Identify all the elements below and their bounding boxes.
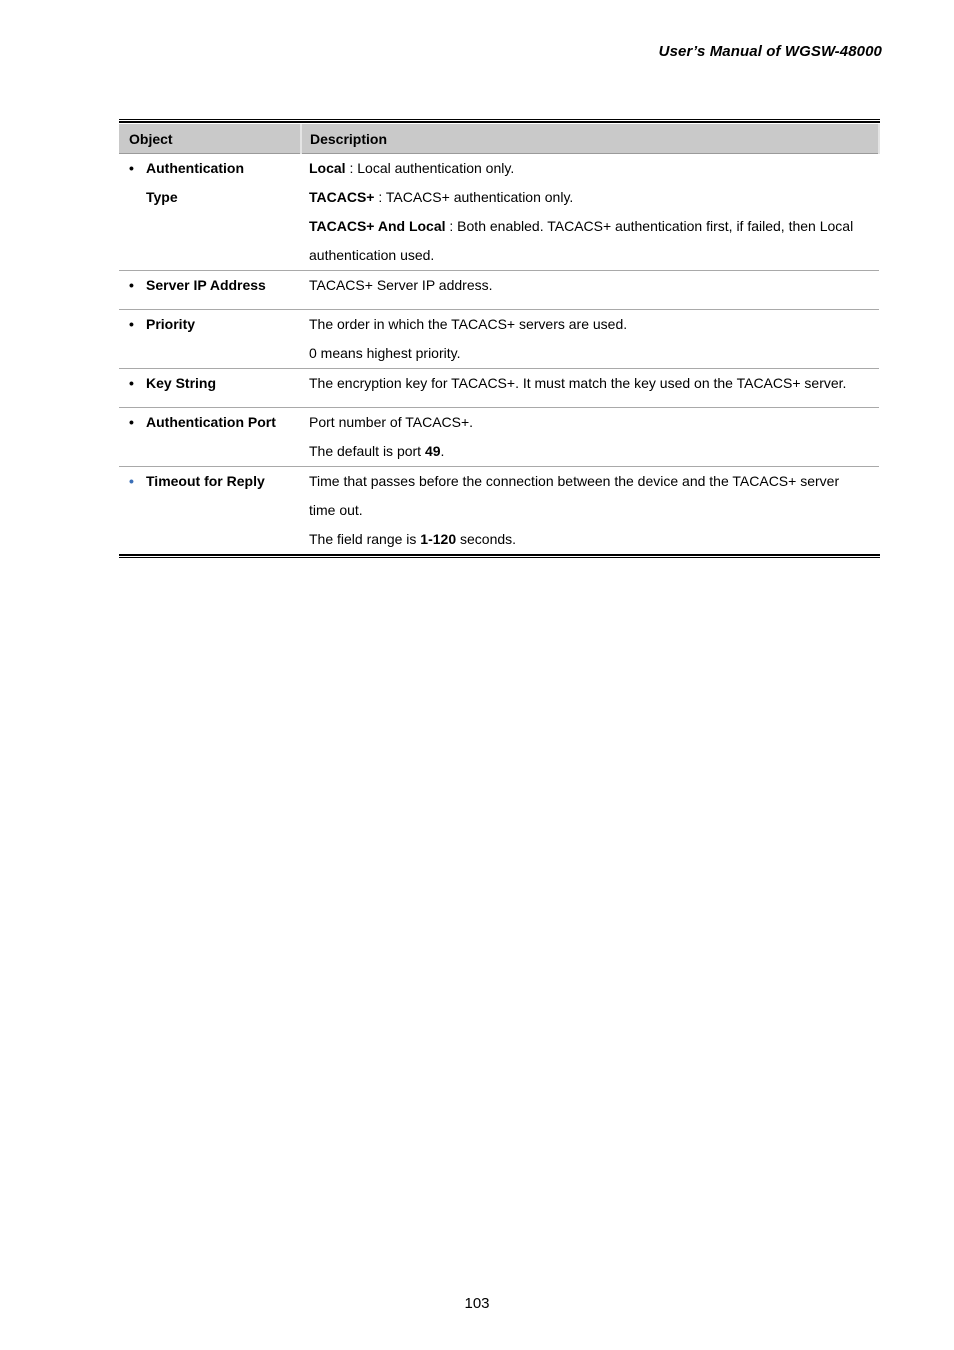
object-label: • Key String	[129, 369, 301, 398]
object-label: • Server IP Address	[129, 271, 301, 300]
description-line: The order in which the TACACS+ servers are used.	[309, 316, 628, 332]
description-line: Local : Local authentication only.	[309, 160, 515, 176]
table-row	[119, 310, 879, 369]
object-label	[129, 154, 301, 212]
table-bottom-rule	[119, 554, 880, 558]
table-row	[119, 369, 879, 408]
bullet-icon: •	[129, 277, 134, 293]
object-cell	[119, 467, 301, 555]
object-cell	[119, 271, 301, 310]
table-row	[119, 408, 879, 467]
object-description-table	[119, 119, 880, 558]
object-cell	[119, 408, 301, 467]
column-header-description: Description	[301, 124, 879, 154]
description-cell	[301, 408, 879, 467]
bullet-icon: •	[129, 160, 134, 176]
table-top-rule	[119, 119, 880, 123]
description-line: TACACS+ Server IP address.	[309, 277, 493, 293]
description-cell	[301, 467, 879, 555]
object-label: • Timeout for Reply	[129, 467, 301, 496]
description-cell	[301, 154, 879, 271]
description-line: 0 means highest priority.	[309, 345, 461, 361]
description-line: The encryption key for TACACS+. It must match the key used on the TACACS+ server.	[309, 375, 847, 391]
bullet-icon: •	[129, 316, 134, 332]
bullet-icon: •	[129, 473, 134, 489]
table-header-row	[119, 124, 879, 154]
description-line: time out.	[309, 502, 363, 518]
table-row	[119, 271, 879, 310]
bullet-icon: •	[129, 375, 134, 391]
page-number: 103	[464, 1295, 490, 1312]
object-cell	[119, 154, 301, 271]
column-header-object: Object	[119, 124, 301, 154]
description-cell	[301, 310, 879, 369]
description-line: Port number of TACACS+.	[309, 414, 474, 430]
object-label-line: Type	[146, 189, 178, 205]
table-row	[119, 154, 879, 271]
bullet-icon: •	[129, 414, 134, 430]
description-line: authentication used.	[309, 247, 435, 263]
parameter-table	[119, 124, 880, 554]
table-row	[119, 467, 879, 555]
description-line: TACACS+ And Local : Both enabled. TACACS+ authentication first, if failed, then Local	[309, 218, 854, 234]
description-cell	[301, 271, 879, 310]
object-label: • Authentication Port	[129, 408, 301, 437]
object-cell	[119, 369, 301, 408]
description-line: TACACS+ : TACACS+ authentication only.	[309, 189, 574, 205]
object-label: • Priority	[129, 310, 301, 339]
description-cell	[301, 369, 879, 408]
object-label-line: Authentication	[146, 160, 244, 176]
description-line: Time that passes before the connection between the device and the TACACS+ server	[309, 473, 840, 489]
description-line: The field range is 1-120 seconds.	[309, 531, 517, 547]
running-header: User’s Manual of WGSW-48000	[658, 43, 882, 60]
object-cell	[119, 310, 301, 369]
description-line: The default is port 49.	[309, 443, 445, 459]
